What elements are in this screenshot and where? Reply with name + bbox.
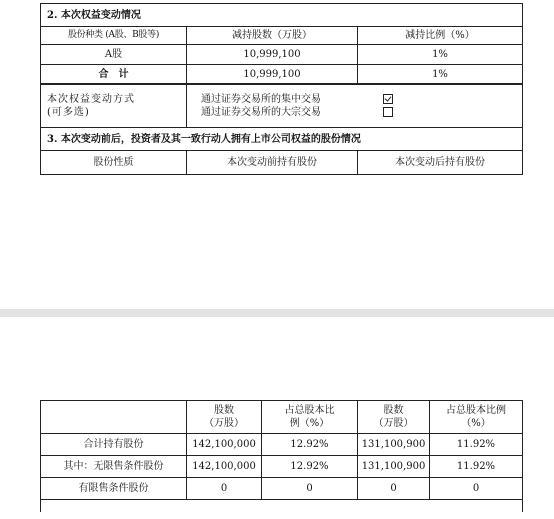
row-reduced-shares: 10,999,100 <box>187 45 358 65</box>
table-row <box>41 456 523 478</box>
row-share-type: A股 <box>41 45 187 65</box>
header-after-pct-unit: （%） <box>461 418 491 429</box>
row-after-shares: 0 <box>358 478 430 500</box>
table-row <box>41 434 523 456</box>
page-break <box>0 309 554 317</box>
total-label: 合 计 <box>41 65 187 85</box>
table-row <box>41 478 523 500</box>
row-label: 合计持有股份 <box>41 434 187 456</box>
header-before-shares <box>187 401 262 434</box>
header-before-change: 本次变动前持有股份 <box>187 151 358 175</box>
row-before-pct: 0 <box>262 478 358 500</box>
total-reduced-ratio: 1% <box>358 65 523 85</box>
row-before-shares: 142,100,000 <box>187 456 262 478</box>
header-before-pct <box>262 401 358 434</box>
change-method-label-line1: 本次权益变动方式 <box>47 93 135 105</box>
total-row <box>41 65 523 85</box>
header-share-type: 股份种类 (A股、B股等) <box>41 27 187 45</box>
row-after-shares: 131,100,900 <box>358 456 430 478</box>
change-method-options <box>187 84 523 128</box>
change-method-label-line2: (可多选) <box>47 106 90 118</box>
header-after-shares-text: 股数 <box>383 405 404 416</box>
header-after-shares-unit: （万股） <box>373 418 414 429</box>
option-centralized-trading <box>201 93 522 106</box>
row-before-shares: 0 <box>187 478 262 500</box>
header-after-change: 本次变动后持有股份 <box>358 151 523 175</box>
header-before-pct-unit: 例（%） <box>289 418 330 429</box>
equity-change-table <box>40 3 523 85</box>
option-block-text: 通过证券交易所的大宗交易 <box>201 106 321 118</box>
header-before-shares-text: 股数 <box>214 405 234 416</box>
row-after-pct: 11.92% <box>430 434 523 456</box>
header-share-nature: 股份性质 <box>41 151 187 175</box>
change-method-table <box>40 83 523 175</box>
row-label: 有限售条件股份 <box>41 478 187 500</box>
unchecked-box-icon <box>383 107 393 117</box>
option-centralized-text: 通过证券交易所的集中交易 <box>201 93 321 105</box>
row-before-shares: 142,100,000 <box>187 434 262 456</box>
header-blank <box>41 401 187 434</box>
row-reduced-ratio: 1% <box>358 45 523 65</box>
header-reduced-ratio: 减持比例（%） <box>358 27 523 45</box>
header-reduced-shares: 减持股数（万股） <box>187 27 358 45</box>
header-after-pct <box>430 401 523 434</box>
shareholding-table <box>40 400 523 512</box>
row-after-pct: 11.92% <box>430 456 523 478</box>
section2-heading: 2. 本次权益变动情况 <box>41 4 523 27</box>
table-continuation <box>41 500 523 512</box>
section3-heading: 3. 本次变动前后，投资者及其一致行动人拥有上市公司权益的股份情况 <box>41 128 523 151</box>
checked-box-icon <box>383 94 393 104</box>
row-before-pct: 12.92% <box>262 456 358 478</box>
header-before-pct-text: 占总股本比 <box>284 405 335 416</box>
header-before-shares-unit: （万股） <box>204 418 244 429</box>
row-before-pct: 12.92% <box>262 434 358 456</box>
total-reduced-shares: 10,999,100 <box>187 65 358 85</box>
row-after-shares: 131,100,900 <box>358 434 430 456</box>
header-after-pct-text: 占总股本比例 <box>446 405 506 416</box>
row-after-pct: 0 <box>430 478 523 500</box>
option-block-trading <box>201 106 522 119</box>
change-method-label <box>41 84 187 128</box>
row-label: 其中：无限售条件股份 <box>41 456 187 478</box>
header-after-shares <box>358 401 430 434</box>
table-row <box>41 45 523 65</box>
